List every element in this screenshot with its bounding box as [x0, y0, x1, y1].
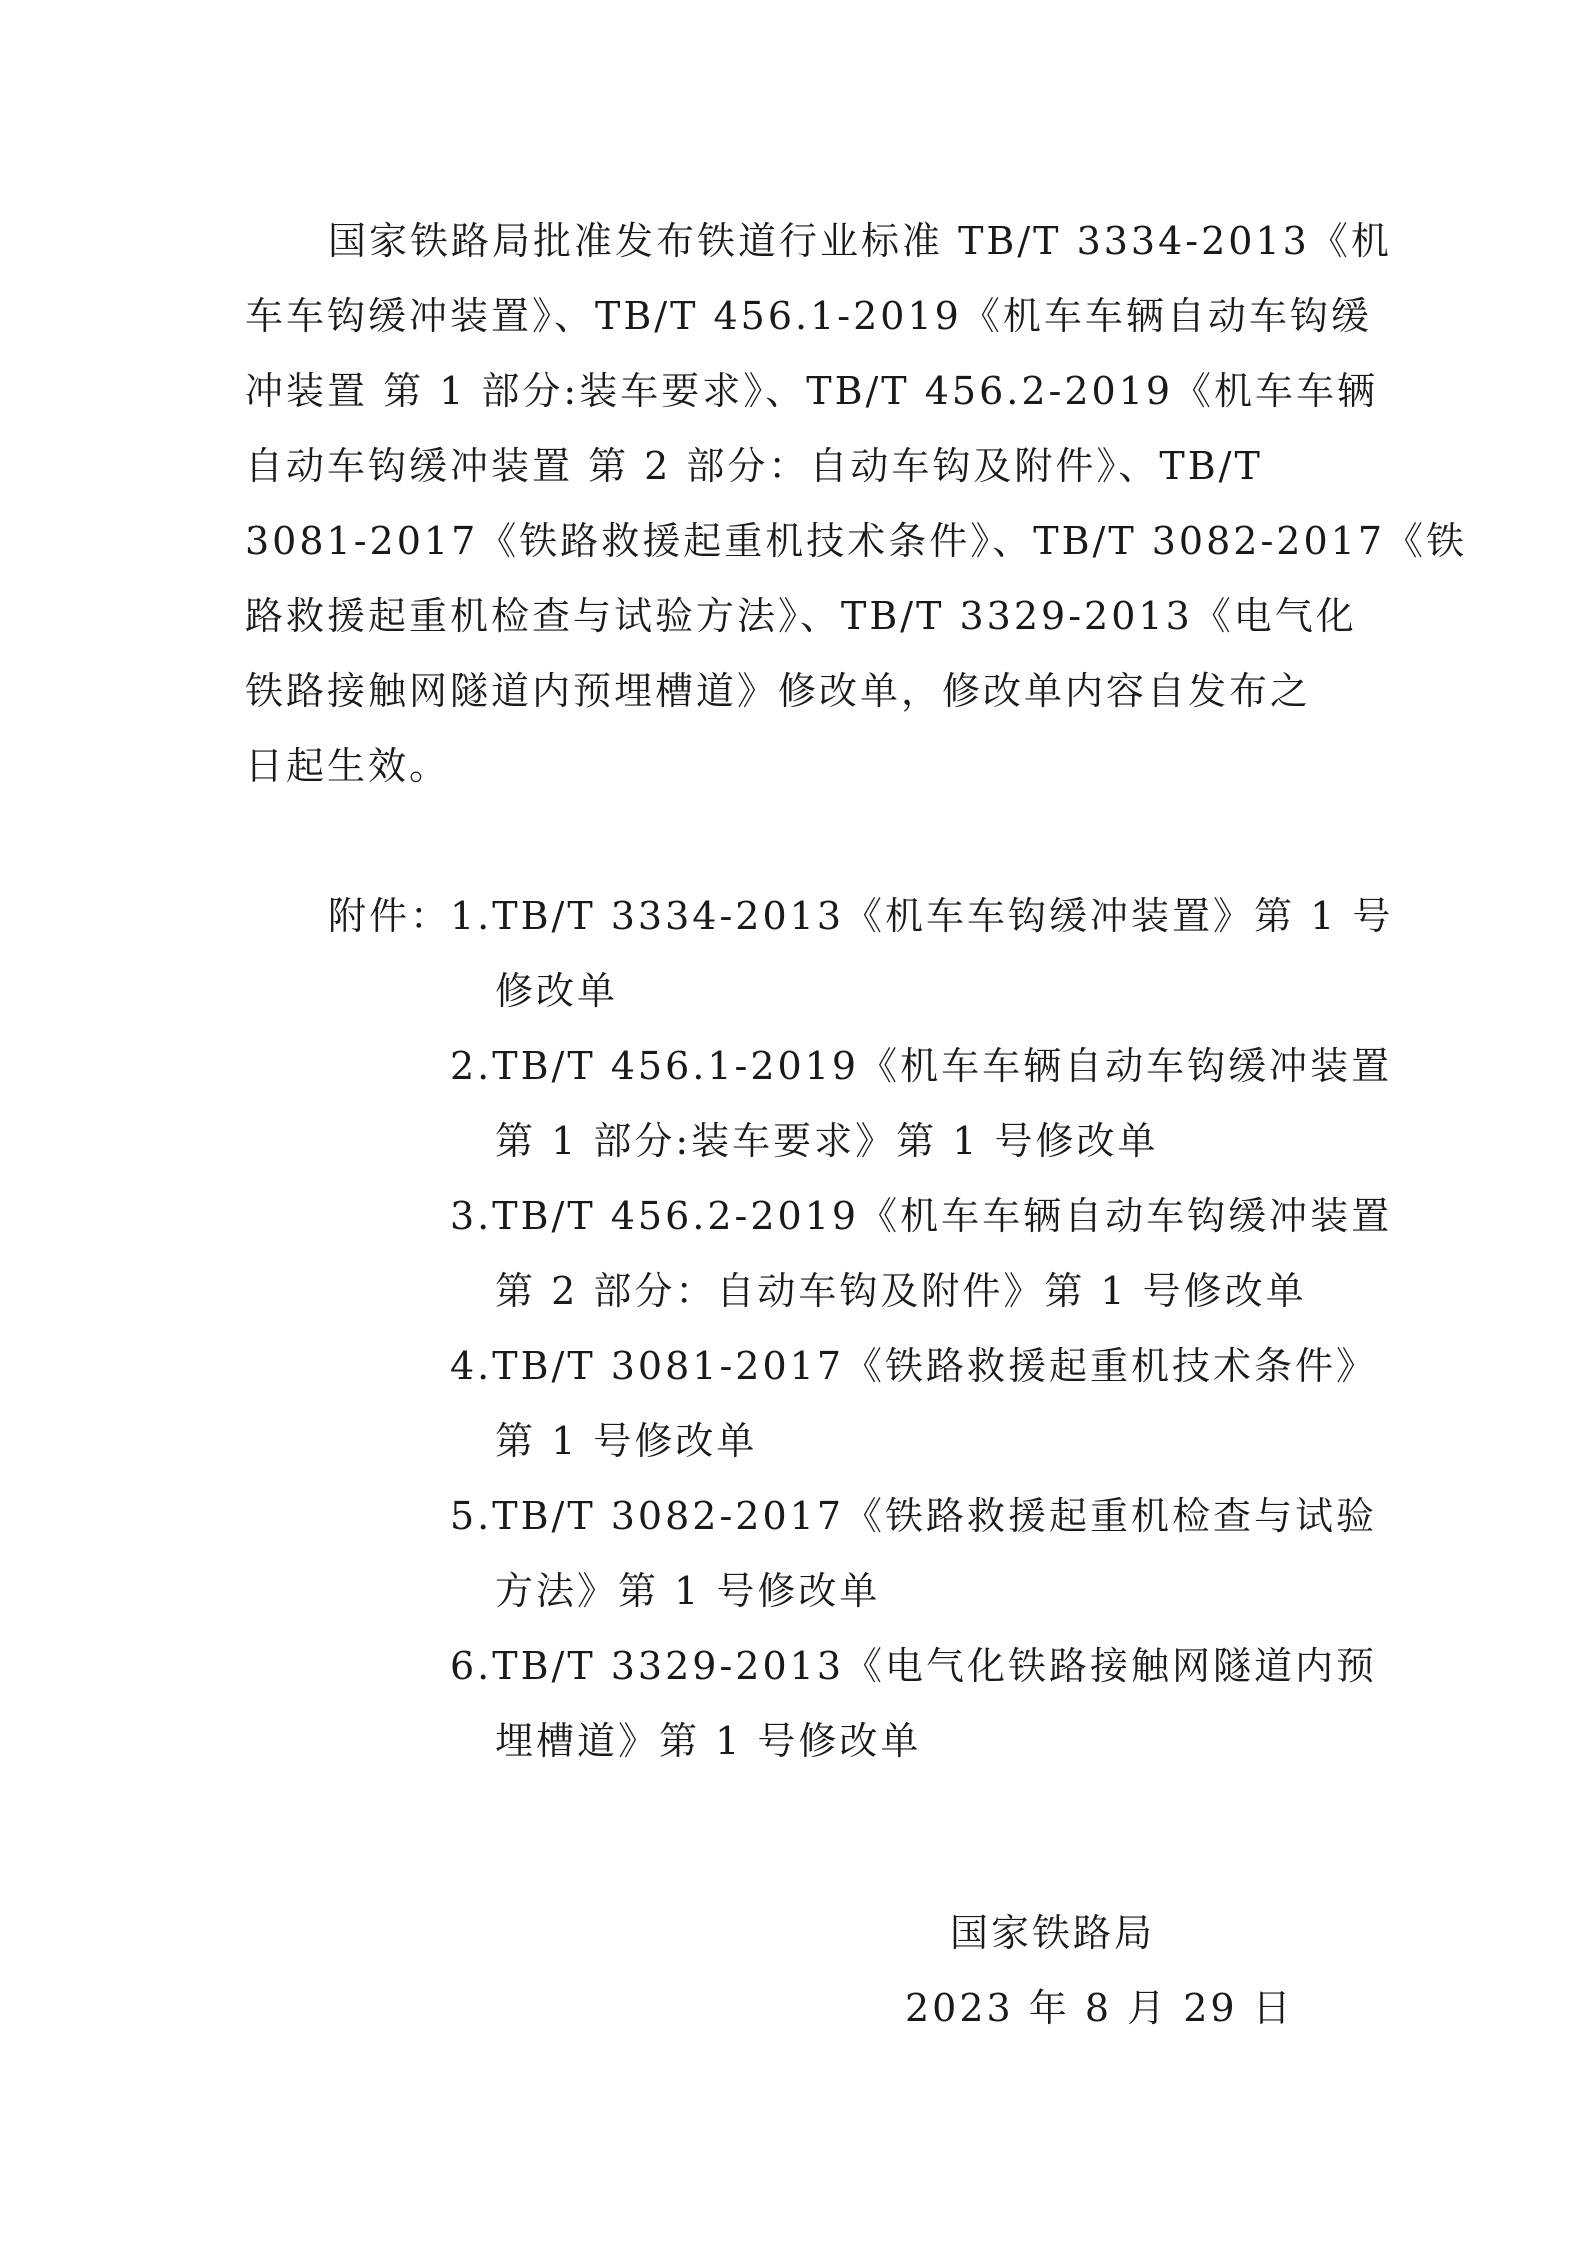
attachment-1-line-2: 修改单	[495, 969, 619, 1013]
attachment-1-line-1: 1.TB/T 3334-2013《机车车钩缓冲装置》第 1 号	[450, 894, 1394, 938]
attachment-5-line-1: 5.TB/T 3082-2017《铁路救援起重机检查与试验	[450, 1494, 1378, 1538]
notice-line-2: 车车钩缓冲装置》、TB/T 456.1-2019《机车车辆自动车钩缓	[245, 294, 1372, 338]
notice-line-5: 3081-2017《铁路救援起重机技术条件》、TB/T 3082-2017《铁	[245, 519, 1468, 563]
attachment-3-line-1: 3.TB/T 456.2-2019《机车车辆自动车钩缓冲装置	[450, 1194, 1393, 1238]
notice-line-4: 自动车钩缓冲装置 第 2 部分：自动车钩及附件》、TB/T	[245, 444, 1263, 488]
notice-line-8: 日起生效。	[245, 744, 451, 788]
attachment-6-line-2: 埋槽道》第 1 号修改单	[495, 1719, 922, 1763]
notice-line-6: 路救援起重机检查与试验方法》、TB/T 3329-2013《电气化	[245, 594, 1357, 638]
attachment-4-line-2: 第 1 号修改单	[495, 1419, 758, 1463]
attachment-2-line-2: 第 1 部分:装车要求》第 1 号修改单	[495, 1119, 1159, 1163]
signature-org: 国家铁路局	[950, 1911, 1156, 1955]
notice-line-1: 国家铁路局批准发布铁道行业标准 TB/T 3334-2013《机	[328, 219, 1392, 263]
attachments-label: 附件：	[328, 894, 452, 938]
signature-date: 2023 年 8 月 29 日	[905, 1986, 1294, 2030]
attachment-3-line-2: 第 2 部分：自动车钩及附件》第 1 号修改单	[495, 1269, 1307, 1313]
attachment-2-line-1: 2.TB/T 456.1-2019《机车车辆自动车钩缓冲装置	[450, 1044, 1393, 1088]
attachment-4-line-1: 4.TB/T 3081-2017《铁路救援起重机技术条件》	[450, 1344, 1378, 1388]
notice-line-7: 铁路接触网隧道内预埋槽道》修改单，修改单内容自发布之	[245, 669, 1312, 713]
attachment-5-line-2: 方法》第 1 号修改单	[495, 1569, 881, 1613]
notice-line-3: 冲装置 第 1 部分:装车要求》、TB/T 456.2-2019《机车车辆	[245, 369, 1379, 413]
attachment-6-line-1: 6.TB/T 3329-2013《电气化铁路接触网隧道内预	[450, 1644, 1378, 1688]
